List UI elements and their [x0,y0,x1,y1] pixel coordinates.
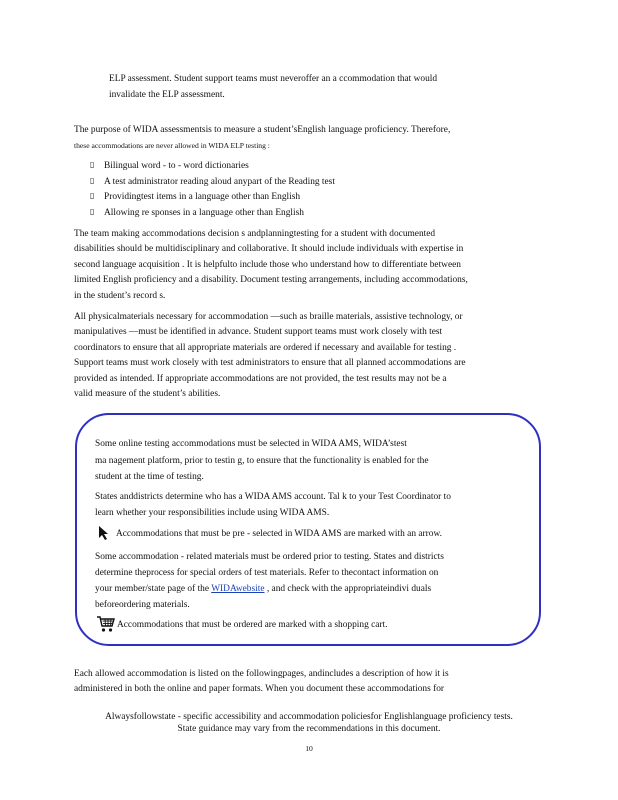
callout-materials-line: Some accommodation - related materials must be ordered prior to testing. States and districts [95,552,444,562]
footer-line-1: Alwaysfollowstate - specific accessibility and accommodation policiesfor Englishlanguage proficiency tests. [105,712,513,722]
bullet-item: Allowing re sponses in a language other than English [104,208,304,218]
purpose-line-1: The purpose of WIDA assessmentsis to measure a student’sEnglish language proficiency. Therefore, [74,125,451,135]
intro-line-2: invalidate the ELP assessment. [109,90,225,100]
shopping-cart-icon [96,615,115,633]
wida-website-link[interactable]: WIDAwebsite [211,584,265,594]
square-bullet-icon: ▯ [90,207,95,216]
physical-line: provided as intended. If appropriate accommodations are not provided, the test results may not be a [74,374,447,384]
team-line: second language acquisition . It is helpfulto include those who understand how to differentiate between [74,260,461,270]
callout-online-line: student at the time of testing. [95,472,204,482]
team-line: disabilities should be multidisciplinary and collaborative. It should include individuals with expertise in [74,244,464,254]
page-number: 10 [305,744,313,753]
callout-online-line: Some online testing accommodations must be selected in WIDA AMS, WIDA’stest [95,439,407,449]
callout-states-line: States anddistricts determine who has a WIDA AMS account. Tal k to your Test Coordinator to [95,492,451,502]
bullet-item: Providingtest items in a language other than English [104,192,301,202]
callout-materials-line: beforeordering materials. [95,600,190,610]
square-bullet-icon: ▯ [90,176,95,185]
physical-line: Support teams must work closely with test administrators to ensure that all planned accommodations are [74,358,466,368]
closing-line-1: Each allowed accommodation is listed on the followingpages, andincludes a description of how it is [74,669,449,679]
bullet-item: A test administrator reading aloud anypart of the Reading test [104,177,335,187]
footer-line-2: State guidance may vary from the recommendations in this document. [177,724,441,734]
cursor-arrow-icon [97,525,113,541]
team-line: The team making accommodations decision s andplanningtesting for a student with documented [74,229,436,239]
physical-line: valid measure of the student’s abilities. [74,389,221,399]
closing-line-2: administered in both the online and paper formats. When you document these accommodations for [74,684,445,694]
arrow-note: Accommodations that must be pre - selected in WIDA AMS are marked with an arrow. [116,529,442,539]
callout-states-line: learn whether your responsibilities include using WIDA AMS. [95,508,330,518]
purpose-line-2: these accommodations are never allowed in WIDA ELP testing : [74,141,270,150]
physical-line: coordinators to ensure that all appropriate materials are ordered if necessary and available for testing . [74,343,457,353]
callout-materials-line [95,583,431,595]
callout-online-line: ma nagement platform, prior to testin g, to ensure that the functionality is enabled for the [95,456,429,466]
callout-materials-line: determine theprocess for special orders of test materials. Refer to thecontact information on [95,568,439,578]
materials-text-pre: your member/state page of the [95,584,212,594]
square-bullet-icon: ▯ [90,160,95,169]
physical-line: manipulatives —must be identified in advance. Student support teams must work closely with test [74,327,443,337]
bullet-item: Bilingual word - to - word dictionaries [104,161,249,171]
physical-line: All physicalmaterials necessary for accommodation —such as braille materials, assistive technology, or [74,312,463,322]
materials-text-post: , and check with the appropriateindivi duals [264,584,432,594]
square-bullet-icon: ▯ [90,191,95,200]
intro-line-1: ELP assessment. Student support teams must neveroffer an a ccommodation that would [109,74,438,84]
team-line: limited English proficiency and a disability. Document testing arrangements, including accommodations, [74,275,468,285]
team-line: in the student’s record s. [74,291,166,301]
cart-note: Accommodations that must be ordered are marked with a shopping cart. [117,620,388,630]
